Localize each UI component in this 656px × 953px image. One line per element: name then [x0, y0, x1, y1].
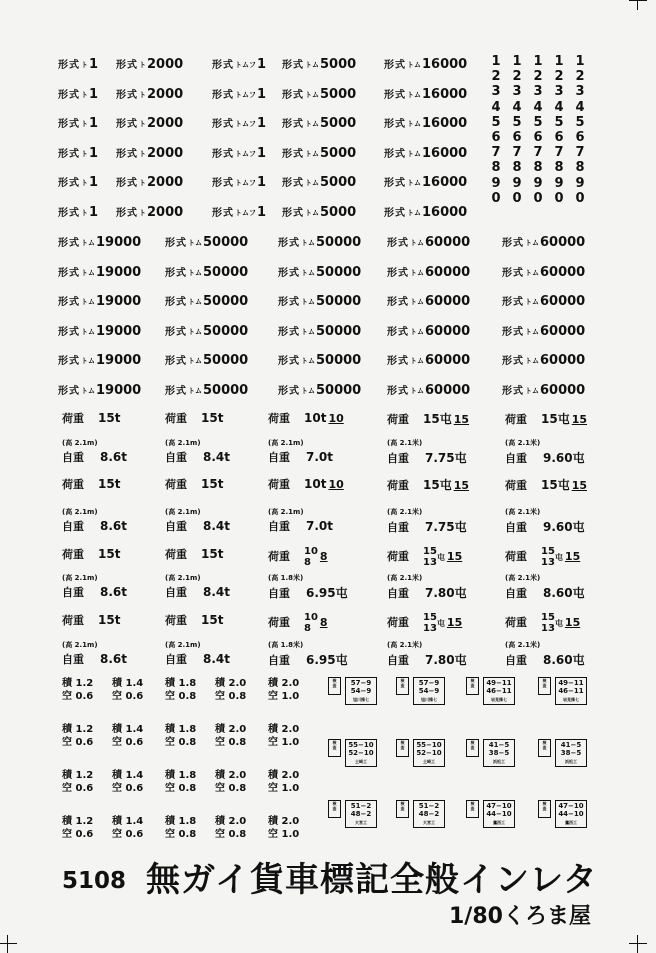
digit: 9 [533, 175, 543, 191]
digit: 4 [575, 99, 585, 115]
type-mark: 形式トム16000 [384, 116, 468, 131]
digit: 6 [554, 130, 564, 145]
type-mark: 形式トム60000 [502, 323, 586, 339]
tare-mark: 自重 8.60屯 [505, 586, 585, 600]
type-mark: 形式トム60000 [387, 353, 471, 369]
type-mark: 形式トム5000 [282, 86, 357, 102]
capacity-mark: 積 2.0 空 1.0 [268, 770, 300, 794]
digit: 6 [533, 130, 543, 145]
capacity-mark: 積 1.2 空 0.6 [62, 770, 94, 794]
tare-mark: 自重 8.60屯 [505, 653, 585, 667]
type-mark: 形式トム60000 [502, 264, 586, 280]
product-code: 5108 [62, 868, 127, 894]
load-mark: 荷重 15t [62, 613, 121, 627]
tare-mark: 自重 7.80屯 [387, 586, 467, 600]
digit: 7 [533, 145, 543, 161]
load-mark: 荷重 10t 10 [268, 411, 344, 425]
digit: 8 [491, 160, 501, 176]
digit: 0 [512, 190, 522, 206]
type-mark: 形式ト1 [58, 204, 99, 220]
type-mark: 形式トム16000 [384, 57, 468, 72]
type-mark: 形式トム50000 [278, 353, 362, 369]
type-mark: 形式トム5000 [282, 204, 357, 220]
height-mark: (高 2.1米) [387, 641, 423, 649]
tare-mark: 自重 7.80屯 [387, 653, 467, 667]
digit: 8 [533, 160, 543, 176]
digit: 9 [512, 175, 522, 191]
height-mark: (高 2.1m) [165, 439, 201, 447]
type-mark: 形式トム5000 [282, 175, 357, 190]
type-mark: 形式トム60000 [387, 294, 471, 310]
type-mark: 形式トム19000 [58, 323, 142, 339]
type-mark: 形式ト1 [58, 116, 99, 131]
digit: 1 [491, 54, 501, 69]
height-mark: (高 2.1m) [165, 508, 201, 516]
crop-mark-bottom-right [629, 935, 647, 953]
digit: 5 [491, 114, 501, 130]
digit: 7 [512, 145, 522, 161]
digit: 3 [533, 84, 543, 100]
type-mark: 形式トム60000 [502, 294, 586, 310]
inspection-plate: 検 査 57−9 54−9 旭川操七 [396, 677, 445, 705]
height-mark: (高 2.1m) [62, 574, 98, 582]
height-mark: (高 2.1米) [505, 439, 541, 447]
type-mark: 形式トム19000 [58, 264, 142, 280]
type-mark: 形式トムフ1 [212, 175, 267, 190]
digit: 4 [491, 99, 501, 115]
type-mark: 形式ト2000 [116, 175, 184, 190]
digit: 8 [554, 160, 564, 176]
tare-mark: 自重 6.95屯 [268, 586, 348, 600]
type-mark: 形式トム19000 [58, 353, 142, 369]
digit: 1 [575, 54, 585, 69]
digit: 0 [491, 190, 501, 206]
capacity-mark: 積 2.0 空 1.0 [268, 816, 300, 840]
digit: 9 [575, 175, 585, 191]
load-mark: 荷重 15 13屯 15 [505, 546, 581, 568]
digit: 5 [575, 114, 585, 130]
height-mark: (高 2.1m) [268, 439, 304, 447]
inspection-plate: 検 査 47−10 44−10 鷹西工 [466, 800, 515, 828]
digit: 3 [575, 84, 585, 100]
height-mark: (高 2.1米) [505, 641, 541, 649]
load-mark: 荷重 15屯 15 [505, 412, 588, 426]
inspection-plate: 検 査 41−5 38−5 浜松工 [538, 739, 587, 767]
digit: 9 [554, 175, 564, 191]
type-mark: 形式ト1 [58, 57, 99, 72]
tare-mark: 自重 6.95屯 [268, 653, 348, 667]
height-mark: (高 2.1米) [387, 574, 423, 582]
height-mark: (高 1.8米) [268, 641, 304, 649]
capacity-mark: 積 1.4 空 0.6 [112, 724, 144, 748]
type-mark: 形式トム60000 [387, 235, 471, 250]
inspection-plate: 検 査 57−9 54−9 旭川操七 [328, 677, 377, 705]
inspection-plate: 検 査 51−2 48−2 大宮工 [396, 800, 445, 828]
load-mark: 荷重 15t [165, 613, 224, 627]
digit: 7 [491, 145, 501, 161]
tare-mark: 自重 8.4t [165, 519, 230, 533]
load-mark: 荷重 15t [62, 477, 121, 491]
type-mark: 形式トム50000 [165, 235, 249, 250]
inspection-plate: 検 査 55−10 52−10 土崎工 [328, 739, 377, 767]
digit: 5 [512, 114, 522, 130]
type-mark: 形式トムフ1 [212, 86, 267, 102]
digit: 6 [512, 130, 522, 145]
scale-maker: 1/80くろま屋 [449, 904, 591, 929]
height-mark: (高 2.1m) [62, 508, 98, 516]
digit: 4 [512, 99, 522, 115]
digit: 2 [554, 69, 564, 85]
capacity-mark: 積 1.2 空 0.6 [62, 724, 94, 748]
type-mark: 形式トム50000 [278, 235, 362, 250]
type-mark: 形式トム60000 [502, 235, 586, 250]
load-mark: 荷重 15 13屯 15 [387, 546, 463, 568]
type-mark: 形式トム60000 [387, 383, 471, 398]
type-mark: 形式トムフ1 [212, 116, 267, 131]
height-mark: (高 2.1米) [505, 574, 541, 582]
capacity-mark: 積 1.2 空 0.6 [62, 816, 94, 840]
digit: 2 [533, 69, 543, 85]
tare-mark: 自重 8.6t [62, 585, 127, 599]
load-mark: 荷重 15屯 15 [505, 478, 588, 492]
capacity-mark: 積 1.4 空 0.6 [112, 770, 144, 794]
digit: 1 [512, 54, 522, 69]
capacity-mark: 積 2.0 空 0.8 [215, 770, 247, 794]
digit: 9 [491, 175, 501, 191]
type-mark: 形式ト1 [58, 145, 99, 161]
digit: 0 [575, 190, 585, 206]
type-mark: 形式トム50000 [278, 383, 362, 398]
load-mark: 荷重 15t [62, 411, 121, 425]
load-mark: 荷重 10 8 8 [268, 612, 328, 634]
digit: 1 [533, 54, 543, 69]
type-mark: 形式トム19000 [58, 383, 142, 398]
digit: 2 [491, 69, 501, 85]
type-mark: 形式トム50000 [165, 264, 249, 280]
tare-mark: 自重 7.0t [268, 450, 333, 464]
capacity-mark: 積 2.0 空 0.8 [215, 678, 247, 702]
load-mark: 荷重 15屯 15 [387, 478, 470, 492]
type-mark: 形式ト2000 [116, 116, 184, 131]
type-mark: 形式トム16000 [384, 204, 468, 220]
type-mark: 形式ト2000 [116, 145, 184, 161]
type-mark: 形式ト1 [58, 175, 99, 190]
height-mark: (高 2.1米) [387, 508, 423, 516]
type-mark: 形式トム5000 [282, 57, 357, 72]
type-mark: 形式トム16000 [384, 145, 468, 161]
type-mark: 形式トムフ1 [212, 145, 267, 161]
capacity-mark: 積 1.8 空 0.8 [165, 770, 197, 794]
tare-mark: 自重 7.75屯 [387, 451, 467, 465]
inspection-plate: 検 査 47−10 44−10 鷹西工 [538, 800, 587, 828]
tare-mark: 自重 8.4t [165, 652, 230, 666]
tare-mark: 自重 8.4t [165, 450, 230, 464]
height-mark: (高 2.1米) [387, 439, 423, 447]
digit: 7 [575, 145, 585, 161]
load-mark: 荷重 15t [165, 477, 224, 491]
load-mark: 荷重 15t [62, 547, 121, 561]
type-mark: 形式トム50000 [165, 353, 249, 369]
tare-mark: 自重 8.6t [62, 652, 127, 666]
type-mark: 形式トム50000 [165, 323, 249, 339]
type-mark: 形式トム60000 [502, 383, 586, 398]
crop-mark-bottom-left [0, 935, 17, 953]
product-title: 無ガイ貨車標記全般インレタ [146, 860, 598, 900]
tare-mark: 自重 7.75屯 [387, 520, 467, 534]
capacity-mark: 積 1.4 空 0.6 [112, 816, 144, 840]
inspection-plate: 検 査 49−11 46−11 岩見操七 [466, 677, 515, 705]
load-mark: 荷重 15 13屯 15 [387, 612, 463, 634]
tare-mark: 自重 9.60屯 [505, 520, 585, 534]
digit: 0 [554, 190, 564, 206]
digit: 1 [554, 54, 564, 69]
capacity-mark: 積 2.0 空 0.8 [215, 816, 247, 840]
digit: 6 [491, 130, 501, 145]
type-mark: 形式トム19000 [58, 294, 142, 310]
type-mark: 形式ト2000 [116, 57, 184, 72]
digit: 4 [533, 99, 543, 115]
crop-mark-top-right [629, 0, 647, 10]
type-mark: 形式ト2000 [116, 86, 184, 102]
height-mark: (高 2.1米) [505, 508, 541, 516]
load-mark: 荷重 15 13屯 15 [505, 612, 581, 634]
type-mark: 形式トム16000 [384, 175, 468, 190]
tare-mark: 自重 7.0t [268, 519, 333, 533]
inspection-plate: 検 査 51−2 48−2 大宮工 [328, 800, 377, 828]
tare-mark: 自重 8.6t [62, 519, 127, 533]
height-mark: (高 2.1m) [62, 439, 98, 447]
capacity-mark: 積 1.2 空 0.6 [62, 678, 94, 702]
load-mark: 荷重 15t [165, 547, 224, 561]
type-mark: 形式ト1 [58, 86, 99, 102]
height-mark: (高 2.1m) [268, 508, 304, 516]
load-mark: 荷重 10t 10 [268, 477, 344, 491]
type-mark: 形式トム50000 [278, 264, 362, 280]
capacity-mark: 積 2.0 空 1.0 [268, 724, 300, 748]
digit: 3 [512, 84, 522, 100]
digit: 2 [575, 69, 585, 85]
load-mark: 荷重 10 8 8 [268, 546, 328, 568]
type-mark: 形式トム50000 [165, 383, 249, 398]
type-mark: 形式トムフ1 [212, 57, 267, 72]
load-mark: 荷重 15t [165, 411, 224, 425]
inspection-plate: 検 査 49−11 46−11 岩見操七 [538, 677, 587, 705]
digit: 5 [554, 114, 564, 130]
height-mark: (高 1.8米) [268, 574, 304, 582]
digit: 5 [533, 114, 543, 130]
type-mark: 形式トム5000 [282, 116, 357, 131]
digit: 3 [491, 84, 501, 100]
type-mark: 形式トム50000 [165, 294, 249, 310]
type-mark: 形式トム5000 [282, 145, 357, 161]
tare-mark: 自重 8.6t [62, 450, 127, 464]
digit: 7 [554, 145, 564, 161]
inspection-plate: 検 査 55−10 52−10 土崎工 [396, 739, 445, 767]
tare-mark: 自重 9.60屯 [505, 451, 585, 465]
capacity-mark: 積 1.8 空 0.8 [165, 724, 197, 748]
capacity-mark: 積 1.8 空 0.8 [165, 678, 197, 702]
height-mark: (高 2.1m) [165, 574, 201, 582]
digit: 8 [575, 160, 585, 176]
load-mark: 荷重 15屯 15 [387, 412, 470, 426]
type-mark: 形式ト2000 [116, 204, 184, 220]
capacity-mark: 積 2.0 空 1.0 [268, 678, 300, 702]
tare-mark: 自重 8.4t [165, 585, 230, 599]
type-mark: 形式トムフ1 [212, 204, 267, 220]
type-mark: 形式トム16000 [384, 86, 468, 102]
type-mark: 形式トム60000 [387, 264, 471, 280]
digit: 6 [575, 130, 585, 145]
digit: 4 [554, 99, 564, 115]
digit: 0 [533, 190, 543, 206]
digit: 3 [554, 84, 564, 100]
digit: 2 [512, 69, 522, 85]
capacity-mark: 積 1.4 空 0.6 [112, 678, 144, 702]
digit: 8 [512, 160, 522, 176]
capacity-mark: 積 2.0 空 0.8 [215, 724, 247, 748]
type-mark: 形式トム50000 [278, 294, 362, 310]
type-mark: 形式トム60000 [502, 353, 586, 369]
height-mark: (高 2.1m) [165, 641, 201, 649]
type-mark: 形式トム19000 [58, 235, 142, 250]
type-mark: 形式トム60000 [387, 323, 471, 339]
type-mark: 形式トム50000 [278, 323, 362, 339]
capacity-mark: 積 1.8 空 0.8 [165, 816, 197, 840]
height-mark: (高 2.1m) [62, 641, 98, 649]
inspection-plate: 検 査 41−5 38−5 浜松工 [466, 739, 515, 767]
